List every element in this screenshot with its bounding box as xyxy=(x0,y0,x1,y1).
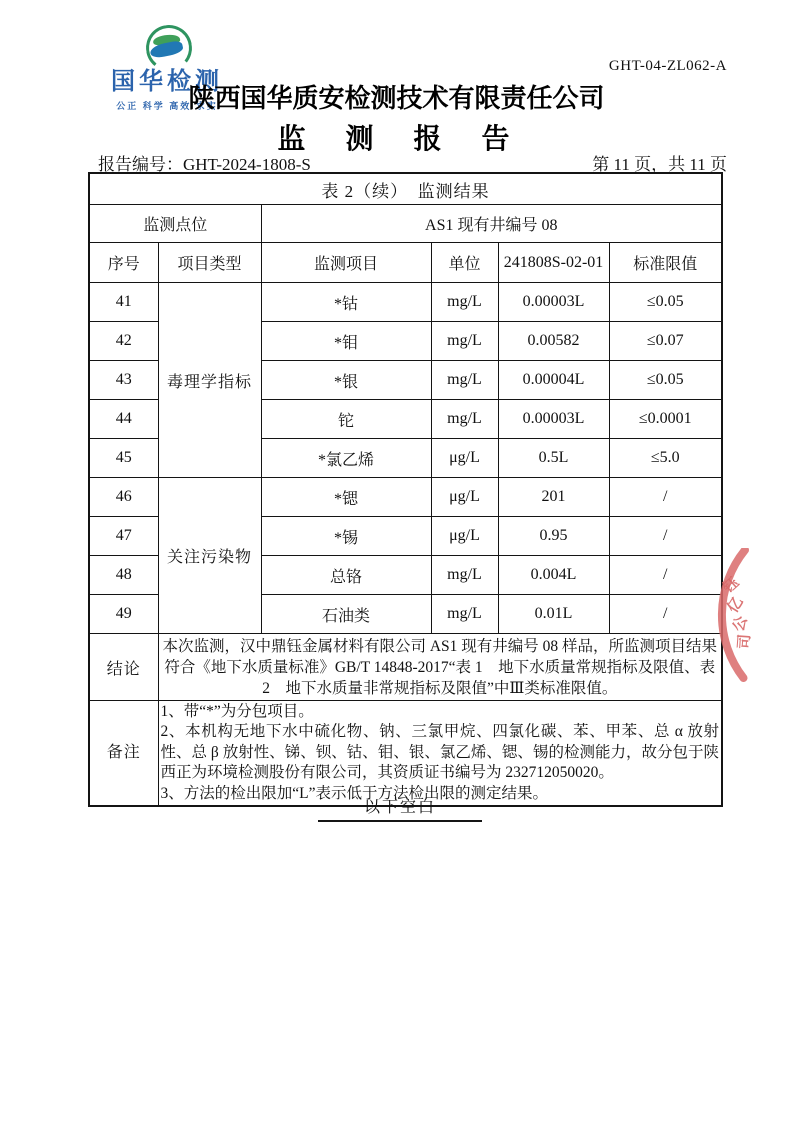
cell-item: *锶 xyxy=(261,478,431,517)
cell-no: 46 xyxy=(89,478,158,517)
cell-no: 48 xyxy=(89,556,158,595)
cell-unit: μg/L xyxy=(431,478,498,517)
company-name-title: 陕西国华质安检测技术有限责任公司 xyxy=(188,83,605,113)
cell-value: 0.00582 xyxy=(498,322,609,361)
seal-char: 公 xyxy=(730,614,751,634)
cell-limit: / xyxy=(609,478,722,517)
table-title: 表 2（续） 监测结果 xyxy=(89,173,722,205)
cell-limit: ≤0.05 xyxy=(609,283,722,322)
cell-limit: / xyxy=(609,556,722,595)
report-title: 监 测 报 告 xyxy=(277,123,516,154)
group-pollutants: 关注污染物 xyxy=(158,478,261,634)
seal-arc-icon xyxy=(712,548,793,682)
cell-value: 201 xyxy=(498,478,609,517)
remark-row xyxy=(89,701,722,807)
col-header-type: 项目类型 xyxy=(158,243,261,283)
cell-unit: mg/L xyxy=(431,400,498,439)
col-header-item: 监测项目 xyxy=(261,243,431,283)
cell-unit: mg/L xyxy=(431,283,498,322)
cell-unit: μg/L xyxy=(431,439,498,478)
cell-no: 41 xyxy=(89,283,158,322)
table-row xyxy=(89,478,722,517)
cell-item: *钼 xyxy=(261,322,431,361)
remark-text xyxy=(158,701,722,807)
point-label: 监测点位 xyxy=(89,205,261,243)
table-title-row xyxy=(89,173,722,205)
cell-unit: mg/L xyxy=(431,595,498,634)
cell-no: 42 xyxy=(89,322,158,361)
document-code: GHT-04-ZL062-A xyxy=(608,58,727,74)
col-header-sample: 241808S-02-01 xyxy=(498,243,609,283)
conclusion-label: 结论 xyxy=(89,634,158,701)
cell-no: 44 xyxy=(89,400,158,439)
column-header-row xyxy=(89,243,722,283)
group-toxicology: 毒理学指标 xyxy=(158,283,261,478)
cell-value: 0.95 xyxy=(498,517,609,556)
remark-item-1: 1、带“*”为分包项目。 xyxy=(160,702,314,720)
cell-item: *银 xyxy=(261,361,431,400)
cell-limit: / xyxy=(609,595,722,634)
col-header-no: 序号 xyxy=(89,243,158,283)
point-value: AS1 现有井编号 08 xyxy=(261,205,722,243)
cell-no: 45 xyxy=(89,439,158,478)
cell-limit: ≤0.05 xyxy=(609,361,722,400)
blank-below-note: 以下空白 xyxy=(318,794,482,822)
report-number: 报告编号：GHT-2024-1808-S xyxy=(98,155,311,174)
seal-char: 司 xyxy=(735,633,754,650)
seal-char: 钰 xyxy=(719,573,743,597)
cell-value: 0.00003L xyxy=(498,400,609,439)
cell-item: *氯乙烯 xyxy=(261,439,431,478)
cell-value: 0.004L xyxy=(498,556,609,595)
monitoring-point-row xyxy=(89,205,722,243)
cell-value: 0.00003L xyxy=(498,283,609,322)
col-header-unit: 单位 xyxy=(431,243,498,283)
monitoring-results-table xyxy=(88,172,723,807)
col-header-limit: 标准限值 xyxy=(609,243,722,283)
logo-arc-fish-icon xyxy=(141,24,193,66)
cell-value: 0.5L xyxy=(498,439,609,478)
cell-item: *锡 xyxy=(261,517,431,556)
cell-item: *钴 xyxy=(261,283,431,322)
logo-tagline: 公正 科学 高效 求实 xyxy=(116,101,218,111)
cell-unit: μg/L xyxy=(431,517,498,556)
cell-unit: mg/L xyxy=(431,361,498,400)
cell-value: 0.01L xyxy=(498,595,609,634)
cell-limit: / xyxy=(609,517,722,556)
cell-no: 49 xyxy=(89,595,158,634)
conclusion-text: 本次监测，汉中鼎钰金属材料有限公司 AS1 现有井编号 08 样品，所监测项目结果符合《地下水质量标准》GB/T 14848-2017“表 1 地下水质量常规指标及限值、表 2 地下水质量非常规指标及限值”中Ⅲ类标准限值。 xyxy=(158,634,722,701)
cell-unit: mg/L xyxy=(431,322,498,361)
cell-item: 铊 xyxy=(261,400,431,439)
cell-limit: ≤5.0 xyxy=(609,439,722,478)
seal-char: 亿 xyxy=(724,594,747,616)
cell-value: 0.00004L xyxy=(498,361,609,400)
table-row xyxy=(89,283,722,322)
remark-item-3: 3、方法的检出限加“L”表示低于方法检出限的测定结果。 xyxy=(160,784,548,802)
cell-unit: mg/L xyxy=(431,556,498,595)
conclusion-row xyxy=(89,634,722,701)
cell-item: 石油类 xyxy=(261,595,431,634)
cell-no: 43 xyxy=(89,361,158,400)
cell-no: 47 xyxy=(89,517,158,556)
red-seal-partial xyxy=(712,548,793,682)
logo-name: 国华检测 xyxy=(111,68,223,95)
cell-limit: ≤0.0001 xyxy=(609,400,722,439)
remark-label: 备注 xyxy=(89,701,158,807)
cell-limit: ≤0.07 xyxy=(609,322,722,361)
cell-item: 总铬 xyxy=(261,556,431,595)
page-indicator: 第 11 页，共 11 页 xyxy=(592,155,727,174)
remark-item-2: 2、本机构无地下水中硫化物、钠、三氯甲烷、四氯化碳、苯、甲苯、总 α 放射性、总 β 放射性、锑、钡、钴、钼、银、氯乙烯、锶、锡的检测能力，故分包于陕西正为环境检测股份有限公司，其资质证书编号为 232712050020。 xyxy=(160,723,720,782)
